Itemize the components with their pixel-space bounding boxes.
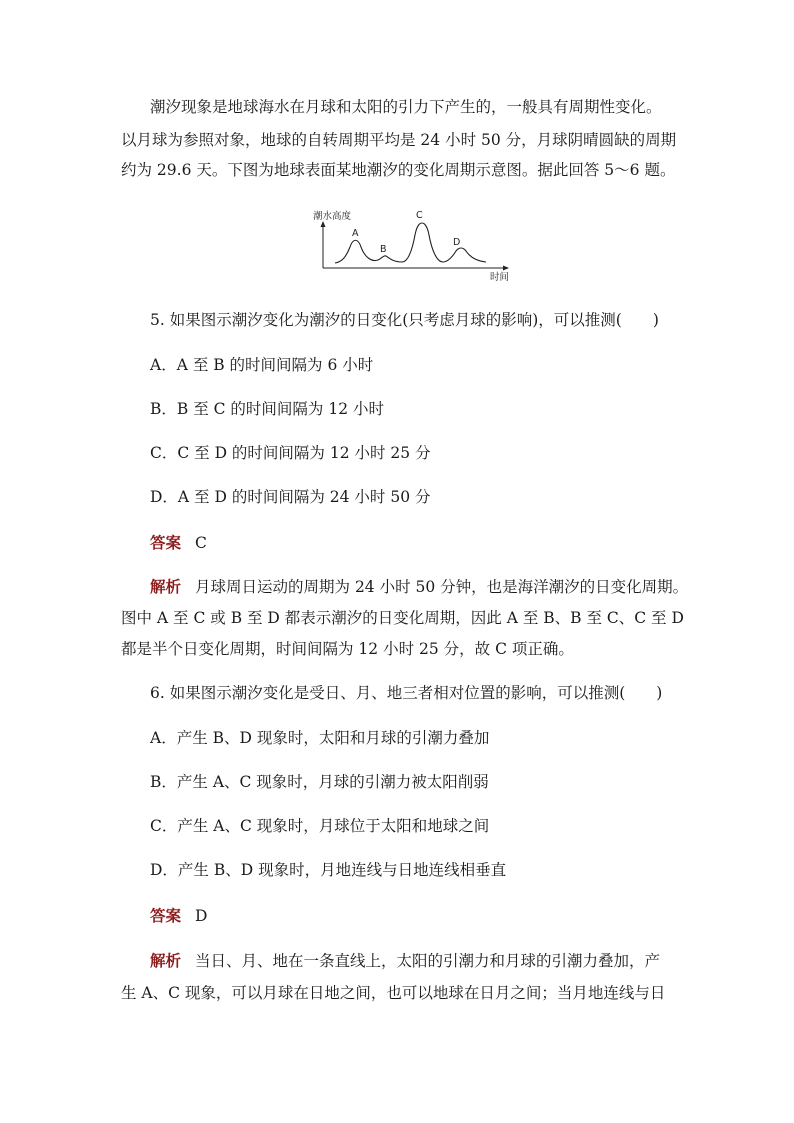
tide-figure — [310, 205, 525, 285]
analysis-label: 解析 — [150, 577, 182, 596]
question-5-option-a: A．A 至 B 的时间间隔为 6 小时 — [150, 356, 374, 374]
y-axis-label: 潮水高度 — [313, 211, 352, 222]
question-5-analysis-line-2: 图中 A 至 C 或 B 至 D 都表示潮汐的日变化周期，因此 A 至 B、B 至 C、C 至 D — [121, 609, 684, 627]
question-5-analysis-line-1 — [150, 577, 688, 597]
analysis-text: 当日、月、地在一条直线上，太阳的引潮力和月球的引潮力叠加，产 — [195, 952, 661, 970]
question-5-answer — [150, 533, 207, 553]
question-5-option-b: B．B 至 C 的时间间隔为 12 小时 — [150, 400, 384, 418]
question-6-analysis-line-1 — [150, 951, 660, 971]
peak-label-b: B — [380, 244, 387, 255]
question-6-option-d: D．产生 B、D 现象时，月地连线与日地连线相垂直 — [150, 861, 507, 879]
question-6-option-b: B．产生 A、C 现象时，月球的引潮力被太阳削弱 — [150, 773, 489, 791]
analysis-label: 解析 — [150, 951, 182, 970]
intro-line-3: 约为 29.6 天。下图为地球表面某地潮汐的变化周期示意图。据此回答 5～6 题。 — [121, 161, 676, 179]
question-5-option-c: C．C 至 D 的时间间隔为 12 小时 25 分 — [150, 444, 431, 462]
question-6-answer — [150, 906, 207, 926]
peak-label-c: C — [416, 210, 423, 221]
question-5-analysis-line-3: 都是半个日变化周期，时间间隔为 12 小时 25 分，故 C 项正确。 — [121, 640, 574, 658]
question-6-option-a: A．产生 B、D 现象时，太阳和月球的引潮力叠加 — [150, 729, 490, 747]
analysis-text: 月球周日运动的周期为 24 小时 50 分钟，也是海洋潮汐的日变化周期。 — [195, 578, 689, 596]
answer-label: 答案 — [150, 533, 182, 552]
x-axis-label: 时间 — [490, 272, 510, 283]
peak-label-a: A — [352, 228, 359, 239]
peak-label-d: D — [453, 237, 461, 248]
answer-label: 答案 — [150, 906, 182, 925]
question-6-option-c: C．产生 A、C 现象时，月球位于太阳和地球之间 — [150, 817, 490, 835]
question-5-stem: 5. 如果图示潮汐变化为潮汐的日变化(只考虑月球的影响)，可以推测( ) — [150, 311, 659, 329]
intro-line-1: 潮汐现象是地球海水在月球和太阳的引力下产生的，一般具有周期性变化。 — [150, 98, 662, 116]
tide-diagram — [310, 205, 525, 285]
answer-value: C — [195, 534, 207, 552]
answer-value: D — [195, 907, 208, 925]
x-axis-arrow — [503, 266, 509, 271]
question-5-option-d: D．A 至 D 的时间间隔为 24 小时 50 分 — [150, 488, 431, 506]
question-6-stem: 6. 如果图示潮汐变化是受日、月、地三者相对位置的影响，可以推测( ) — [150, 684, 663, 702]
question-6-analysis-line-2: 生 A、C 现象，可以月球在日地之间，也可以地球在日月之间；当月地连线与日 — [121, 984, 666, 1002]
intro-line-2: 以月球为参照对象，地球的自转周期平均是 24 小时 50 分，月球阴晴圆缺的周期 — [121, 131, 677, 149]
